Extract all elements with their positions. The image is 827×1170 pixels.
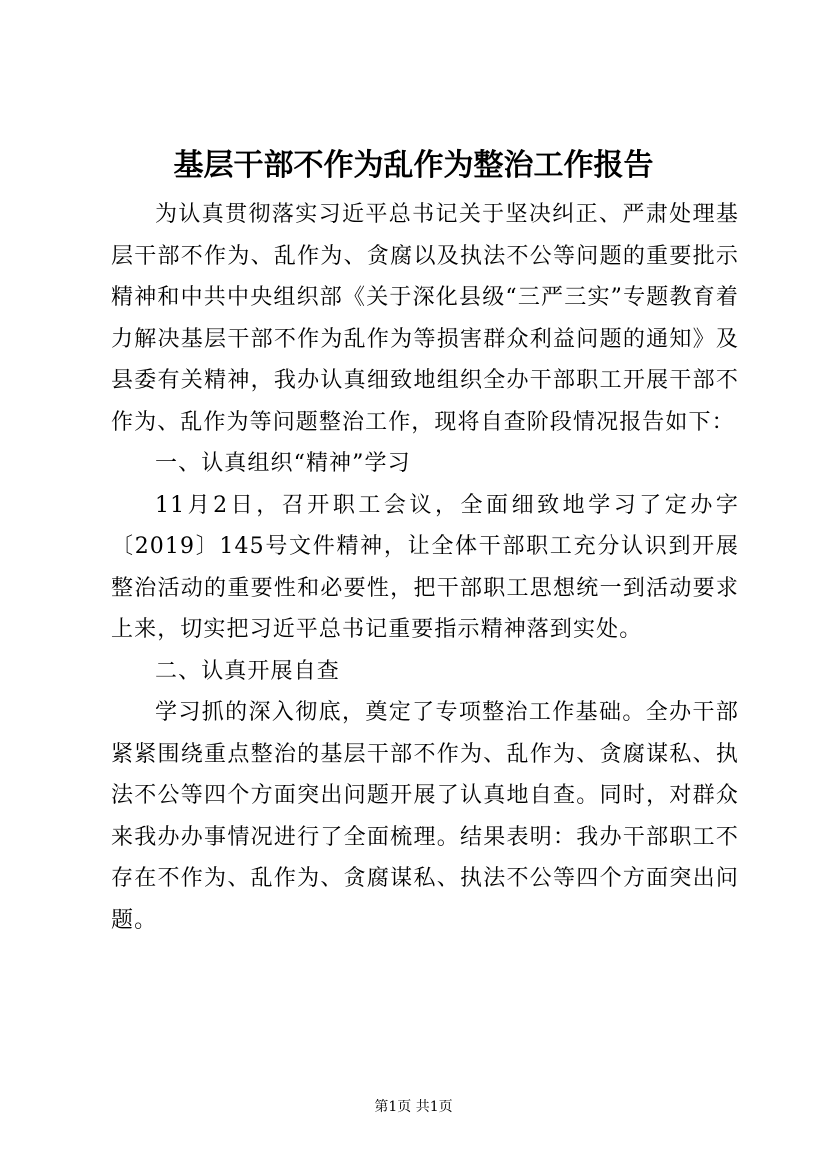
section-heading-1: 一、认真组织“精神”学习 — [155, 451, 411, 476]
section-heading-2: 二、认真开展自查 — [155, 658, 340, 684]
page-footer: 第1页 共1页 — [374, 1099, 453, 1115]
section-paragraph-2: 学习抓的深入彻底，奠定了专项整治工作基础。全办干部紧紧围绕重点整治的基层干部不作为、乱作为、贪腐谋私、执法不公等四个方面突出问题开展了认真地自查。同时，对群众来我办办事情况进行了全面梳理。结果表明：我办干部职工不存在不作为、乱作为、贪腐谋私、执法不公等四个方面突出问题。 — [111, 700, 739, 933]
document-body — [111, 194, 739, 941]
section-paragraph-1: 11月2日，召开职工会议，全面细致地学习了定办字〔2019〕145号文件精神，让全体干部职工充分认识到开展整治活动的重要性和必要性，把干部职工思想统一到活动要求上来，切实把习近平总书记重要指示精神落到实处。 — [111, 492, 739, 642]
intro-paragraph: 为认真贯彻落实习近平总书记关于坚决纠正、严肃处理基层干部不作为、乱作为、贪腐以及执法不公等问题的重要批示精神和中共中央组织部《关于深化县级“三严三实”专题教育着力解决基层干部不作为乱作为等损害群众利益问题的通知》及县委有关精神，我办认真细致地组织全办干部职工开展干部不作为、乱作为等问题整治工作，现将自查阶段情况报告如下： — [111, 202, 739, 435]
document-title: 基层干部不作为乱作为整治工作报告 — [173, 148, 654, 183]
